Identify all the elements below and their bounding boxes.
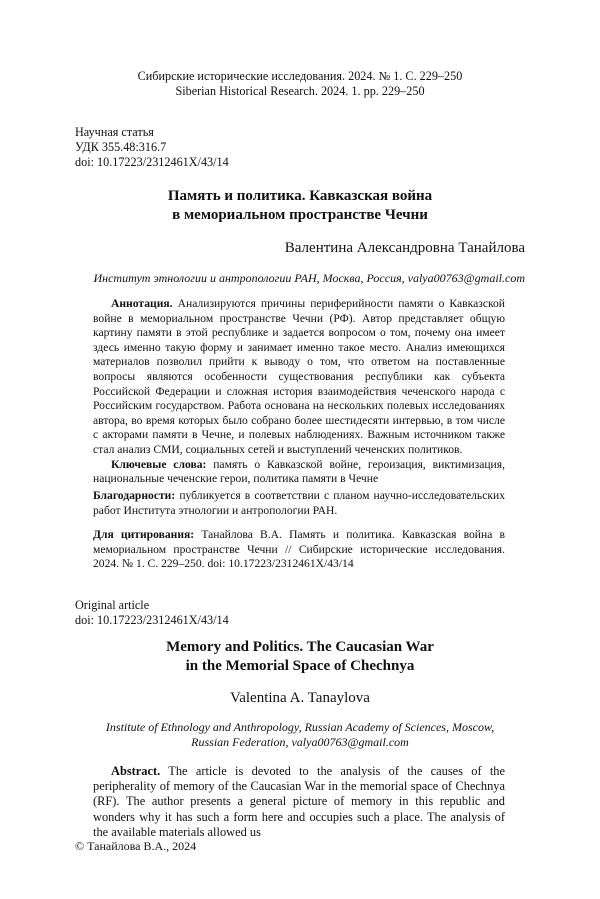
acknowledgements-ru [93,489,505,518]
abstract-ru-text: Анализируются причины периферийности памяти о Кавказской войне в мемориальном пространстве Чечни (РФ). Автор представляет общую картину памяти в этой республике и задается вопросом о том, почему она имеет здесь именно такую форму и занимает именно такое место. Анализ имеющихся материалов позволил прийти к выводу о том, что ответом на поставленные вопросы являются особенности существования республики как субъекта Российской Федерации и сложная история взаимодействия чеченского народа с Российским государством. Работа основана на нескольких полевых исследованиях автора, во время которых было собрано более шестидесяти интервью, в том числе с акторами памяти в Чечне, и полевых наблюдениях. Важным источником также стал анализ СМИ, социальных сетей и выступлений чеченских политиков. [93,297,506,456]
article-type-ru: Научная статья [75,125,154,139]
article-meta-en [75,598,229,628]
article-title-ru [0,187,600,225]
keywords-ru-label: Ключевые слова: [111,457,207,471]
citation-text: Танайлова В.А. Память и политика. Кавказская война в мемориальном пространстве Чечни // Сибирские исторические исследования. 2024. № 1. С. 229–250. doi: 10.17223/2312461X/43/14 [93,528,505,571]
udk-code: УДК 355.48:316.7 [75,140,167,154]
journal-citation-ru: Сибирские исторические исследования. 2024. № 1. С. 229–250 [137,69,463,83]
keywords-ru [93,458,505,487]
keywords-ru-text: память о Кавказской войне, героизация, виктимизация, национальные чеченские герои, политика памяти в Чечне [93,457,505,486]
acknowledgements-text: публикуется в соответствии с планом научно-исследовательских работ Института этнологии и антропологии РАН. [93,489,505,517]
citation-label: Для цитирования: [93,528,195,541]
doi-ru: doi: 10.17223/2312461X/43/14 [75,155,229,169]
title-en-line1: Memory and Politics. The Caucasian War [166,639,434,655]
abstract-en-text: The article is devoted to the analysis of the causes of the peripherality of memory of the Caucasian War in the memorial space of Chechnya (RF). The author presents a general picture of memory in this republic and wonders why it has such a form here and occupies such a place. The analysis of the available materials allowed us [93,764,505,839]
affiliation-en-line2: Russian Federation, valya00763@gmail.com [191,735,409,749]
affiliation-ru: Институт этнологии и антропологии РАН, Москва, Россия, valya00763@gmail.com [93,271,525,285]
article-type-en: Original article [75,598,150,612]
author-name-en: Valentina A. Tanaylova [230,690,370,706]
title-en-line2: in the Memorial Space of Chechnya [185,658,415,674]
copyright-notice: © Танайлова В.А., 2024 [75,839,197,853]
abstract-ru-label: Аннотация. [111,297,173,310]
abstract-en-block [93,764,505,840]
abstract-ru [93,297,505,458]
article-meta-ru [75,125,229,170]
journal-header [0,69,600,99]
article-title-en [0,638,600,676]
journal-citation-en: Siberian Historical Research. 2024. 1. pp. 229–250 [175,84,425,98]
title-ru-line1: Память и политика. Кавказская война [167,188,433,204]
affiliation-en-line1: Institute of Ethnology and Anthropology, Russian Academy of Sciences, Moscow, [105,720,495,734]
author-name-ru: Валентина Александровна Танайлова [284,240,525,256]
abstract-en [93,764,505,840]
acknowledgements-label: Благодарности: [93,489,176,502]
abstract-ru-block [93,297,505,487]
affiliation-en [0,720,600,750]
abstract-en-label: Abstract. [111,764,161,778]
citation-ru [93,528,505,572]
doi-en: doi: 10.17223/2312461X/43/14 [75,613,229,627]
title-ru-line2: в мемориальном пространстве Чечни [172,207,428,223]
